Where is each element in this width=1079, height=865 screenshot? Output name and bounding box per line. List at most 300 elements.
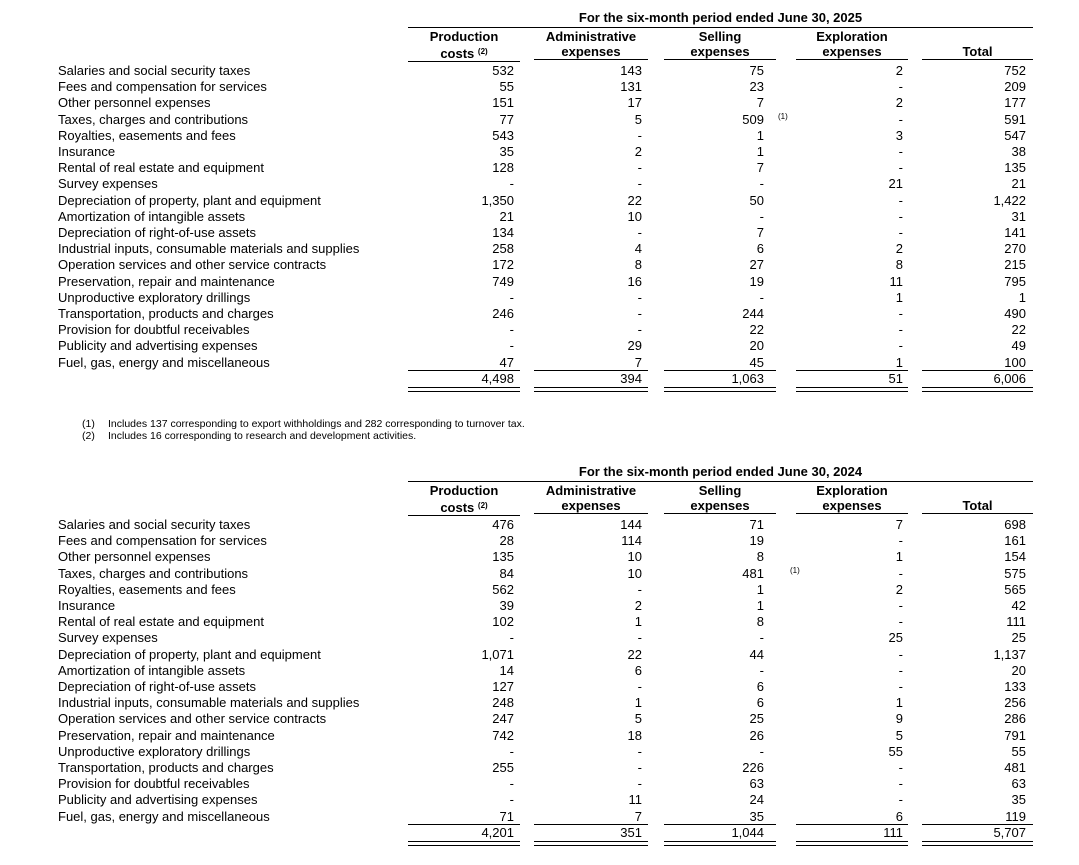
selling-expense-cell: - [759, 630, 764, 646]
exploration-expense-cell: - [898, 322, 903, 338]
total-double-rule [922, 387, 1033, 392]
total-cell: 270 [1004, 241, 1026, 257]
administrative-expense-cell: 394 [620, 371, 642, 386]
exploration-expense-cell: 3 [895, 127, 903, 143]
row-label: Publicity and advertising expenses [58, 338, 258, 354]
table-row [0, 338, 1079, 354]
total-cell: 38 [1011, 144, 1026, 159]
table-row [0, 582, 1079, 598]
row-label: Rental of real estate and equipment [58, 160, 264, 176]
exploration-expense-cell: 9 [895, 711, 903, 727]
exploration-expense-cell: - [898, 79, 903, 95]
selling-expense-cell: 19 [749, 533, 764, 549]
header-administrative: Administrative expenses [534, 483, 648, 514]
table-row [0, 533, 1079, 549]
production-cost-cell: 134 [492, 225, 514, 240]
exploration-expense-cell: 111 [883, 825, 903, 840]
administrative-expense-cell: - [637, 776, 642, 792]
row-label: Preservation, repair and maintenance [58, 273, 275, 289]
table-row [0, 209, 1079, 225]
exploration-expense-cell: - [898, 760, 903, 775]
administrative-expense-cell: - [637, 630, 642, 646]
selling-expense-cell: 26 [749, 727, 764, 743]
production-cost-cell: 749 [492, 273, 514, 289]
table-row [0, 79, 1079, 95]
total-cell: 141 [1004, 225, 1026, 240]
administrative-expense-cell: 131 [620, 79, 642, 95]
table-row [0, 630, 1079, 646]
selling-expense-cell: - [759, 743, 764, 759]
row-label: Salaries and social security taxes [58, 517, 251, 532]
administrative-expense-cell: - [637, 176, 642, 192]
administrative-expense-cell: 10 [627, 208, 642, 224]
total-cell: 5,707 [993, 825, 1026, 840]
row-label: Insurance [58, 598, 116, 613]
selling-expense-cell: 25 [749, 711, 764, 727]
table-row [0, 176, 1079, 192]
selling-expense-cell: - [759, 176, 764, 192]
exploration-expense-cell: - [898, 306, 903, 321]
table-row [0, 549, 1079, 565]
administrative-expense-cell: 22 [627, 192, 642, 208]
row-label: Rental of real estate and equipment [58, 614, 264, 630]
selling-expense-cell: 7 [756, 95, 764, 111]
exploration-expense-cell: - [898, 533, 903, 549]
administrative-expense-cell: 1 [634, 614, 642, 630]
selling-expense-cell: 6 [756, 695, 764, 711]
administrative-expense-cell: 6 [634, 662, 642, 678]
total-double-rule [922, 841, 1033, 846]
exploration-expense-cell: 8 [895, 257, 903, 273]
selling-expense-cell: 35 [749, 808, 764, 824]
administrative-expense-cell: - [637, 743, 642, 759]
table-row [0, 663, 1079, 679]
total-cell: 20 [1011, 662, 1026, 678]
row-label: Provision for doubtful receivables [58, 322, 250, 338]
row-label: Depreciation of property, plant and equipment [58, 646, 321, 662]
production-cost-cell: 246 [492, 306, 514, 321]
exploration-expense-cell: - [898, 144, 903, 159]
exploration-expense-cell: - [898, 792, 903, 808]
footnotes [82, 418, 525, 442]
row-label: Depreciation of property, plant and equipment [58, 192, 321, 208]
table-row [0, 760, 1079, 776]
administrative-expense-cell: 7 [634, 808, 642, 824]
row-label: Preservation, repair and maintenance [58, 727, 275, 743]
total-cell: 55 [1011, 743, 1026, 759]
administrative-expense-cell: 351 [620, 825, 642, 840]
row-label: Publicity and advertising expenses [58, 792, 258, 808]
selling-expense-cell: 24 [749, 792, 764, 808]
exploration-expense-cell: - [898, 679, 903, 694]
production-cost-cell: 543 [492, 127, 514, 143]
administrative-expense-cell: 10 [627, 549, 642, 565]
administrative-expense-cell: 29 [627, 338, 642, 354]
total-double-rule [796, 387, 908, 392]
production-cost-cell: 77 [499, 111, 514, 127]
table-row [0, 695, 1079, 711]
administrative-expense-cell: 16 [627, 273, 642, 289]
exploration-expense-cell: 1 [895, 549, 903, 565]
selling-expense-cell: 1,044 [731, 825, 764, 840]
table-row [0, 274, 1079, 290]
header-administrative: Administrative expenses [534, 29, 648, 60]
table-row [0, 290, 1079, 306]
total-cell: 547 [1004, 127, 1026, 143]
total-cell: 25 [1011, 630, 1026, 646]
production-cost-cell: - [509, 776, 514, 792]
row-label: Transportation, products and charges [58, 306, 274, 321]
administrative-expense-cell: 4 [634, 241, 642, 257]
administrative-expense-cell: - [637, 679, 642, 694]
header-production: Production costs $^{(2)}$ [408, 29, 520, 62]
production-cost-cell: - [509, 630, 514, 646]
total-cell: 1 [1018, 289, 1026, 305]
administrative-expense-cell: - [637, 160, 642, 176]
production-cost-cell: 127 [492, 679, 514, 694]
table-row [0, 95, 1079, 111]
selling-expense-cell: 1 [756, 598, 764, 613]
table-row [0, 776, 1079, 792]
production-cost-cell: 135 [492, 549, 514, 565]
table-row [0, 679, 1079, 695]
production-cost-cell: 55 [499, 79, 514, 95]
table-row [0, 728, 1079, 744]
production-cost-cell: - [509, 176, 514, 192]
total-cell: 42 [1011, 598, 1026, 613]
total-cell: 135 [1004, 160, 1026, 176]
total-cell: 6,006 [993, 371, 1026, 386]
row-label: Unproductive exploratory drillings [58, 743, 251, 759]
administrative-expense-cell: 7 [634, 354, 642, 370]
selling-expense-cell: - [759, 289, 764, 305]
table-row [0, 792, 1079, 808]
exploration-expense-cell: 1 [895, 695, 903, 711]
administrative-expense-cell: 1 [634, 695, 642, 711]
total-cell: 490 [1004, 306, 1026, 321]
production-cost-cell: 39 [499, 598, 514, 613]
production-cost-cell: 71 [499, 808, 514, 824]
selling-expense-cell: 50 [749, 192, 764, 208]
footnote-1: (1) Includes 137 corresponding to export withholdings and 282 corresponding to turnover tax. [82, 418, 525, 430]
total-double-rule [534, 841, 648, 846]
exploration-expense-cell: - [898, 338, 903, 354]
table-row [0, 306, 1079, 322]
table-row [0, 614, 1079, 630]
administrative-expense-cell: - [637, 127, 642, 143]
production-cost-cell: 258 [492, 241, 514, 257]
total-cell: 133 [1004, 679, 1026, 694]
row-label: Unproductive exploratory drillings [58, 289, 251, 305]
production-cost-cell: 532 [492, 63, 514, 78]
administrative-expense-cell: 11 [628, 792, 642, 808]
exploration-expense-cell: 7 [895, 517, 903, 532]
exploration-expense-cell: - [898, 160, 903, 176]
selling-expense-cell: 1,063 [731, 371, 764, 386]
table-row [0, 225, 1079, 241]
table-row [0, 63, 1079, 79]
administrative-expense-cell: 2 [634, 144, 642, 159]
administrative-expense-cell: 10 [627, 565, 642, 581]
total-double-rule [534, 387, 648, 392]
period-title: For the six-month period ended June 30, 2025 [578, 10, 863, 25]
production-cost-cell: 255 [492, 760, 514, 775]
total-cell: 1,137 [993, 646, 1026, 662]
production-cost-cell: - [509, 338, 514, 354]
total-cell: 565 [1004, 581, 1026, 597]
header-exploration: Exploration expenses [796, 29, 908, 60]
total-double-rule [408, 841, 520, 846]
total-cell: 161 [1004, 533, 1026, 549]
row-label: Taxes, charges and contributions [58, 565, 249, 581]
selling-expense-cell: 1 [756, 581, 764, 597]
exploration-expense-cell: 2 [895, 241, 903, 257]
total-cell: 21 [1011, 176, 1026, 192]
exploration-expense-cell: 11 [889, 273, 903, 289]
production-cost-cell: 247 [492, 711, 514, 727]
exploration-expense-cell: - [898, 598, 903, 613]
totals-row [0, 825, 1079, 841]
footnote-ref-1: (1) [790, 565, 800, 575]
table-row [0, 193, 1079, 209]
table-row [0, 517, 1079, 533]
production-cost-cell: 35 [499, 144, 514, 159]
selling-expense-cell: 27 [749, 257, 764, 273]
selling-expense-cell: 45 [749, 354, 764, 370]
total-double-rule [664, 387, 776, 392]
production-cost-cell: - [509, 743, 514, 759]
administrative-expense-cell: - [637, 581, 642, 597]
table-row [0, 322, 1079, 338]
table-row [0, 809, 1079, 825]
table-row [0, 112, 1079, 128]
production-cost-cell: 4,498 [481, 371, 514, 386]
exploration-expense-cell: 5 [895, 727, 903, 743]
production-cost-cell: - [509, 289, 514, 305]
row-label: Depreciation of right-of-use assets [58, 679, 256, 694]
table-row [0, 598, 1079, 614]
row-label: Royalties, easements and fees [58, 127, 236, 143]
selling-expense-cell: 44 [749, 646, 764, 662]
administrative-expense-cell: 143 [620, 63, 642, 78]
exploration-expense-cell: 25 [888, 630, 903, 646]
table-row [0, 257, 1079, 273]
administrative-expense-cell: - [637, 322, 642, 338]
table-row [0, 647, 1079, 663]
production-cost-cell: 172 [492, 257, 514, 273]
header-exploration: Exploration expenses [796, 483, 908, 514]
row-label: Other personnel expenses [58, 95, 211, 111]
selling-expense-cell: 75 [749, 63, 764, 78]
exploration-expense-cell: - [898, 776, 903, 792]
administrative-expense-cell: 18 [627, 727, 642, 743]
total-cell: 35 [1011, 792, 1026, 808]
total-double-rule [408, 387, 520, 392]
exploration-expense-cell: - [898, 192, 903, 208]
table-row [0, 355, 1079, 371]
exploration-expense-cell: - [898, 111, 903, 127]
administrative-expense-cell: 5 [634, 111, 642, 127]
total-cell: 63 [1011, 776, 1026, 792]
total-double-rule [664, 841, 776, 846]
total-cell: 154 [1004, 549, 1026, 565]
production-cost-cell: 476 [492, 517, 514, 532]
production-cost-cell: 84 [499, 565, 514, 581]
production-cost-cell: 562 [492, 581, 514, 597]
row-label: Other personnel expenses [58, 549, 211, 565]
total-cell: 575 [1004, 565, 1026, 581]
exploration-expense-cell: 2 [895, 95, 903, 111]
selling-expense-cell: 20 [749, 338, 764, 354]
row-label: Fuel, gas, energy and miscellaneous [58, 354, 270, 370]
row-label: Fees and compensation for services [58, 533, 267, 549]
row-label: Taxes, charges and contributions [58, 111, 249, 127]
administrative-expense-cell: 22 [627, 646, 642, 662]
selling-expense-cell: 7 [756, 225, 764, 240]
production-cost-cell: 128 [492, 160, 514, 176]
total-cell: 31 [1011, 208, 1026, 224]
row-label: Survey expenses [58, 176, 158, 192]
administrative-expense-cell: - [637, 225, 642, 240]
header-selling: Selling expenses [664, 29, 776, 60]
total-cell: 791 [1004, 727, 1026, 743]
production-cost-cell: 742 [492, 727, 514, 743]
total-cell: 256 [1004, 695, 1026, 711]
exploration-expense-cell: 55 [888, 743, 903, 759]
administrative-expense-cell: 144 [620, 517, 642, 532]
total-cell: 22 [1011, 322, 1026, 338]
total-cell: 209 [1004, 79, 1026, 95]
production-cost-cell: 102 [492, 614, 514, 630]
row-label: Industrial inputs, consumable materials and supplies [58, 241, 360, 257]
table-row [0, 744, 1079, 760]
table-row [0, 711, 1079, 727]
header-selling: Selling expenses [664, 483, 776, 514]
administrative-expense-cell: 17 [627, 95, 642, 111]
administrative-expense-cell: 2 [634, 598, 642, 613]
period-rule [408, 481, 1033, 482]
production-cost-cell: 1,071 [481, 646, 514, 662]
header-total: Total [922, 44, 1033, 60]
totals-row [0, 371, 1079, 387]
production-cost-cell: 4,201 [481, 825, 514, 840]
table-row [0, 160, 1079, 176]
exploration-expense-cell: - [898, 208, 903, 224]
row-label: Industrial inputs, consumable materials and supplies [58, 695, 360, 711]
footnote-ref-1: (1) [778, 111, 788, 121]
row-label: Insurance [58, 144, 116, 159]
selling-expense-cell: 22 [749, 322, 764, 338]
production-cost-cell: 47 [499, 354, 514, 370]
production-cost-cell: 151 [492, 95, 514, 111]
selling-expense-cell: 6 [756, 679, 764, 694]
exploration-expense-cell: 6 [895, 808, 903, 824]
row-label: Depreciation of right-of-use assets [58, 225, 256, 240]
administrative-expense-cell: 8 [634, 257, 642, 273]
footnote-ref-2: (2) [477, 47, 488, 56]
selling-expense-cell: 6 [756, 241, 764, 257]
selling-expense-cell: - [759, 662, 764, 678]
row-label: Operation services and other service contracts [58, 711, 327, 727]
header-production: Production costs $^{(2)}$ [408, 483, 520, 516]
total-cell: 591 [1004, 111, 1026, 127]
total-cell: 215 [1004, 257, 1026, 273]
selling-expense-cell: 244 [742, 306, 764, 321]
production-cost-cell: - [509, 322, 514, 338]
total-double-rule [796, 841, 908, 846]
total-cell: 100 [1004, 354, 1026, 370]
selling-expense-cell: 23 [749, 79, 764, 95]
selling-expense-cell: 1 [756, 127, 764, 143]
exploration-expense-cell: - [898, 614, 903, 630]
exploration-expense-cell: 51 [888, 371, 903, 386]
period-rule [408, 27, 1033, 28]
total-cell: 795 [1004, 273, 1026, 289]
selling-expense-cell: 63 [749, 776, 764, 792]
total-cell: 286 [1004, 711, 1026, 727]
production-cost-cell: 28 [499, 533, 514, 549]
total-cell: 481 [1004, 760, 1026, 775]
selling-expense-cell: 1 [756, 144, 764, 159]
production-cost-cell: 248 [492, 695, 514, 711]
footnote-ref-2: (2) [477, 501, 488, 510]
exploration-expense-cell: 2 [895, 63, 903, 78]
selling-expense-cell: 19 [749, 273, 764, 289]
row-label: Royalties, easements and fees [58, 581, 236, 597]
exploration-expense-cell: 1 [895, 354, 903, 370]
selling-expense-cell: - [759, 208, 764, 224]
row-label: Amortization of intangible assets [58, 662, 246, 678]
footnote-2: (2) Includes 16 corresponding to research and development activities. [82, 430, 417, 442]
header-total: Total [922, 498, 1033, 514]
total-cell: 111 [1006, 614, 1026, 630]
production-cost-cell: - [509, 792, 514, 808]
table-row [0, 241, 1079, 257]
selling-expense-cell: 226 [742, 760, 764, 775]
row-label: Fees and compensation for services [58, 79, 267, 95]
exploration-expense-cell: - [898, 565, 903, 581]
period-title: For the six-month period ended June 30, 2024 [578, 464, 863, 479]
administrative-expense-cell: - [637, 760, 642, 775]
exploration-expense-cell: 1 [895, 289, 903, 305]
total-cell: 49 [1011, 338, 1026, 354]
selling-expense-cell: 8 [756, 549, 764, 565]
row-label: Operation services and other service contracts [58, 257, 327, 273]
administrative-expense-cell: - [637, 289, 642, 305]
total-cell: 119 [1005, 808, 1026, 824]
selling-expense-cell: 71 [749, 517, 764, 532]
exploration-expense-cell: 2 [895, 581, 903, 597]
row-label: Amortization of intangible assets [58, 208, 246, 224]
table-row [0, 566, 1079, 582]
row-label: Survey expenses [58, 630, 158, 646]
administrative-expense-cell: - [637, 306, 642, 321]
selling-expense-cell: 481 [742, 565, 764, 581]
exploration-expense-cell: - [898, 225, 903, 240]
selling-expense-cell: 7 [756, 160, 764, 176]
total-cell: 1,422 [993, 192, 1026, 208]
table-row [0, 144, 1079, 160]
selling-expense-cell: 8 [756, 614, 764, 630]
total-cell: 752 [1004, 63, 1026, 78]
production-cost-cell: 1,350 [481, 192, 514, 208]
row-label: Fuel, gas, energy and miscellaneous [58, 808, 270, 824]
total-cell: 177 [1004, 95, 1026, 111]
exploration-expense-cell: 21 [888, 176, 903, 192]
production-cost-cell: 21 [499, 208, 514, 224]
row-label: Provision for doubtful receivables [58, 776, 250, 792]
row-label: Salaries and social security taxes [58, 63, 251, 78]
